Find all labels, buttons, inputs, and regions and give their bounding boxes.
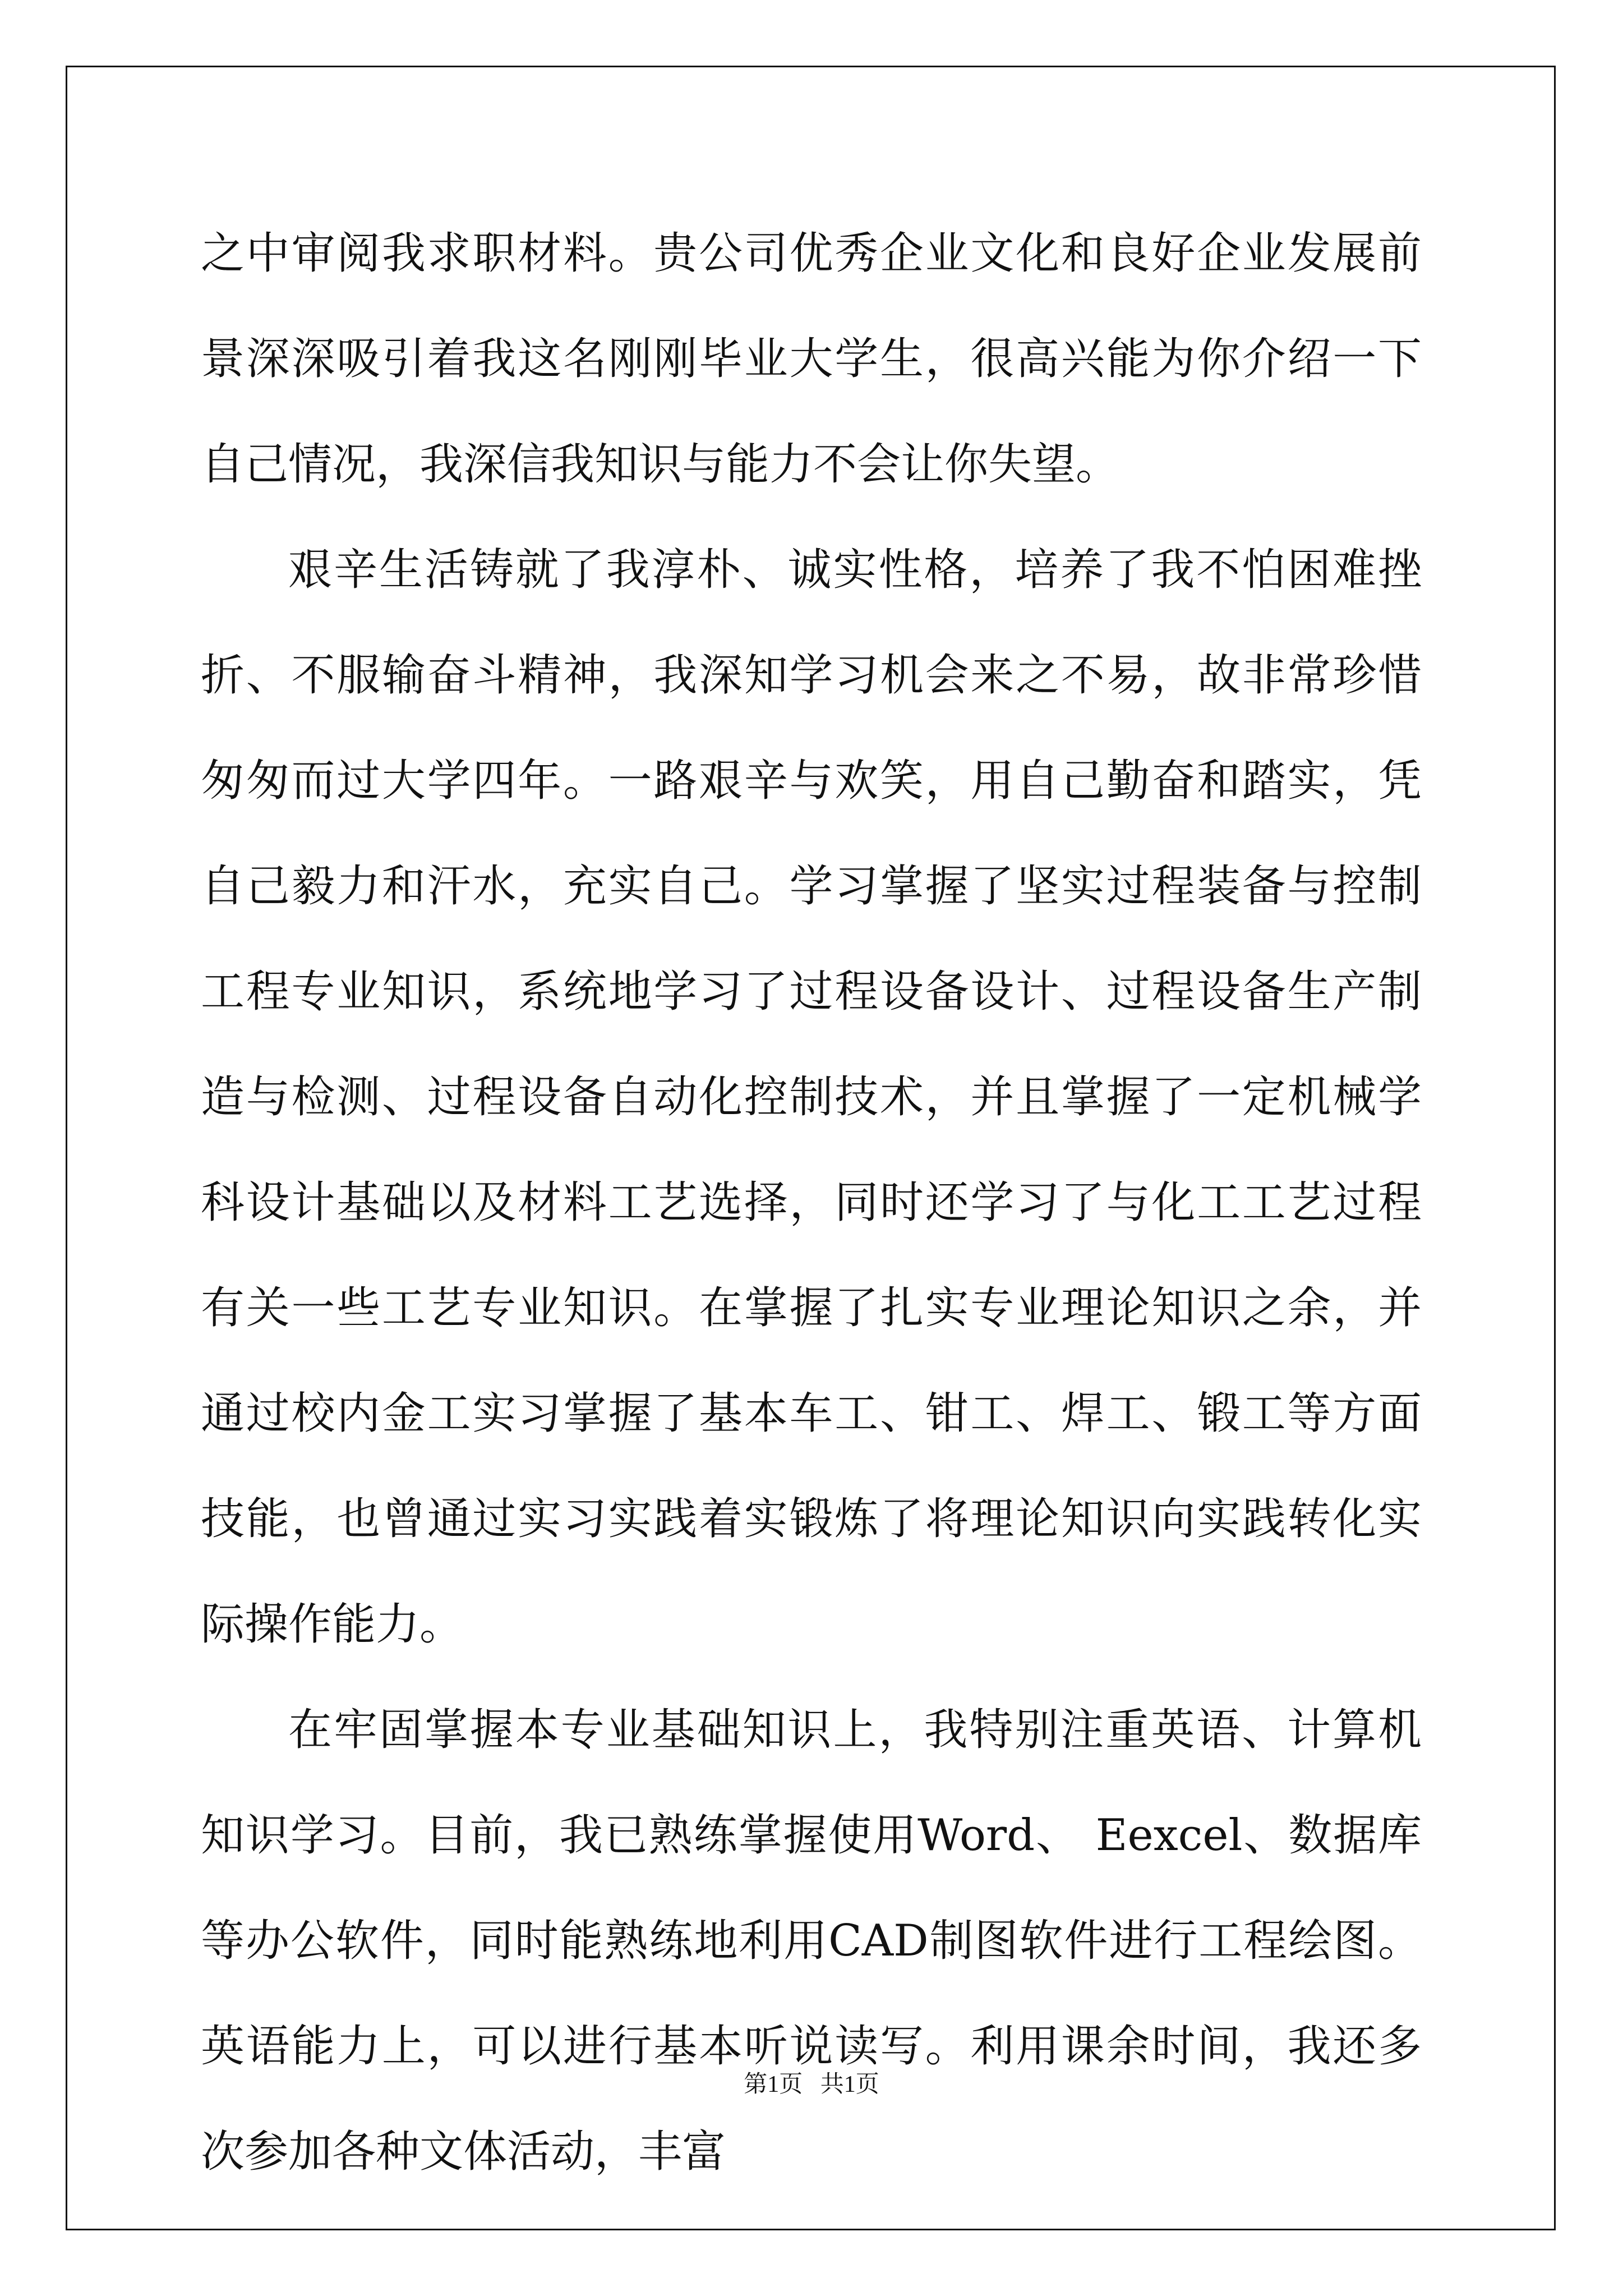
paragraph-1: 之中审阅我求职材料。贵公司优秀企业文化和良好企业发展前景深深吸引着我这名刚刚毕业大学生，很高兴能为你介绍一下自己情况，我深信我知识与能力不会让你失望。 (201, 228, 1422, 490)
page-number-footer: 第1页 共1页 (744, 2072, 879, 2097)
paragraph-3: 在牢固掌握本专业基础知识上，我特别注重英语、计算机知识学习。目前，我已熟练掌握使用Word、 Eexcel、数据库等办公软件，同时能熟练地利用CAD制图软件进行工程绘图。英语能力上，可以进行基本听说读写。利用课余时间，我还多次参加各种文体活动，丰富 (201, 1705, 1422, 2177)
paragraph-2: 艰辛生活铸就了我淳朴、诚实性格，培养了我不怕困难挫折、不服输奋斗精神，我深知学习机会来之不易，故非常珍惜匆匆而过大学四年。一路艰辛与欢笑，用自己勤奋和踏实，凭自己毅力和汗水，充实自己。学习掌握了坚实过程装备与控制工程专业知识，系统地学习了过程设备设计、过程设备生产制造与检测、过程设备自动化控制技术，并且掌握了一定机械学科设计基础以及材料工艺选择，同时还学习了与化工工艺过程有关一些工艺专业知识。在掌握了扎实专业理论知识之余，并通过校内金工实习掌握了基本车工、钳工、焊工、锻工等方面技能，也曾通过实习实践着实锻炼了将理论知识向实践转化实际操作能力。 (201, 545, 1422, 1650)
document-body (201, 201, 1422, 2205)
